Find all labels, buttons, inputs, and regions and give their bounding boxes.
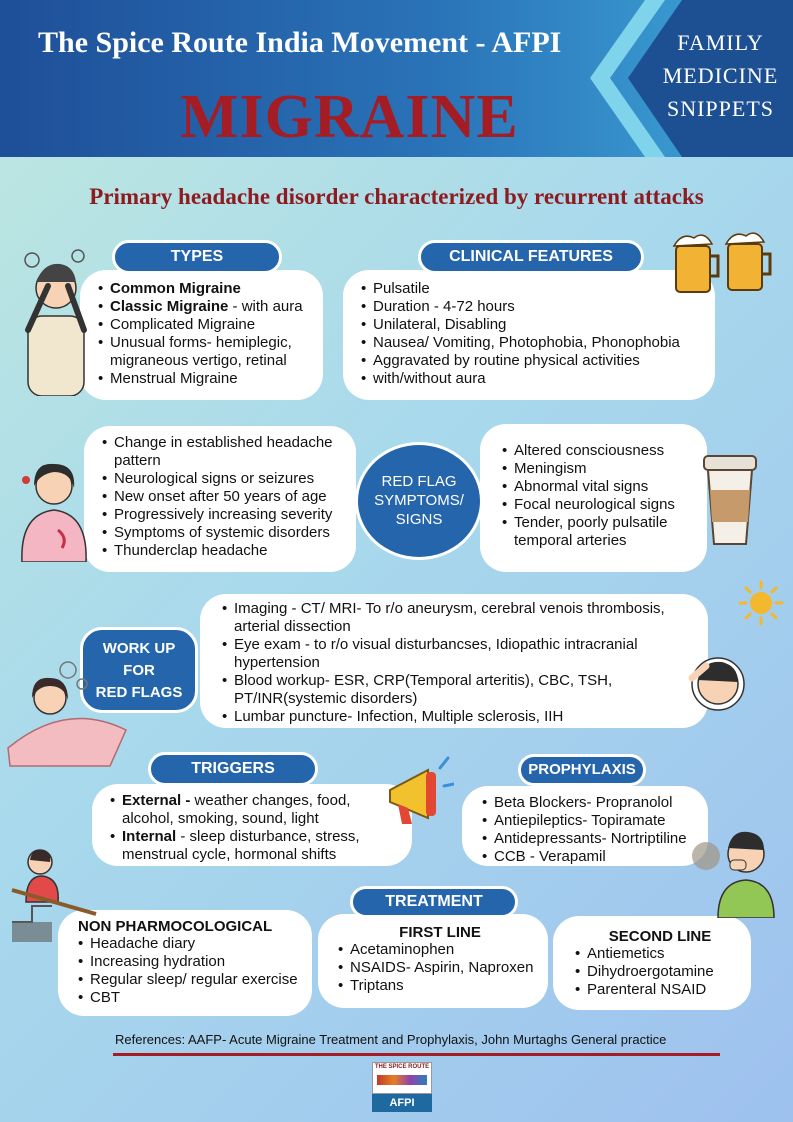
list-item: • Pulsatile	[361, 280, 707, 298]
list-item: • with/without aura	[361, 370, 707, 388]
list-item: • Progressively increasing severity	[102, 506, 350, 524]
header-title: The Spice Route India Movement - AFPI	[38, 26, 562, 59]
red-flag-left-list	[102, 434, 350, 560]
sun-icon	[738, 580, 784, 626]
list-item: • Antidepressants- Nortriptiline	[482, 830, 702, 848]
list-item: • Headache diary	[78, 935, 306, 953]
list-item: • Acetaminophen	[338, 941, 542, 959]
list-item: • Meningism	[502, 460, 701, 478]
first-line-title: FIRST LINE	[399, 924, 481, 941]
red-flag-right-box	[480, 424, 707, 572]
clinical-box	[343, 270, 715, 400]
list-item: • Neurological signs or seizures	[102, 470, 350, 488]
headache-woman-illustration	[14, 452, 94, 562]
list-item: • Lumbar puncture- Infection, Multiple sclerosis, IIH	[222, 708, 702, 726]
subtitle: Primary headache disorder characterized by recurrent attacks	[89, 184, 704, 209]
second-line-list	[575, 945, 745, 999]
list-item: • Duration - 4-72 hours	[361, 298, 707, 316]
main-title: MIGRAINE	[180, 83, 519, 151]
list-item: • Altered consciousness	[502, 442, 701, 460]
types-box	[80, 270, 323, 400]
list-item: • Menstrual Migraine	[98, 370, 315, 388]
lady-pillow-illustration	[6, 650, 132, 768]
afpi-logo: THE SPICE ROUTE AFPI	[372, 1062, 432, 1112]
types-label: TYPES	[112, 240, 282, 274]
list-item: • Antiemetics	[575, 945, 745, 963]
header-banner	[0, 0, 793, 157]
list-item: • Unilateral, Disabling	[361, 316, 707, 334]
workup-box	[200, 594, 708, 728]
triggers-box	[92, 784, 412, 866]
sick-man-illustration	[676, 644, 758, 718]
references: References: AAFP- Acute Migraine Treatment and Prophylaxis, John Murtaghs General practice	[115, 1032, 667, 1047]
list-item: • Blood workup- ESR, CRP(Temporal arteritis), CBC, TSH, PT/INR(systemic disorders)	[222, 672, 702, 708]
list-item: • Imaging - CT/ MRI- To r/o aneurysm, cerebral venois thrombosis, arterial dissection	[222, 600, 702, 636]
workup-list	[222, 600, 702, 726]
list-item: • Nausea/ Vomiting, Photophobia, Phonophobia	[361, 334, 707, 352]
prophylaxis-list	[482, 794, 702, 866]
badge-text: FAMILY MEDICINE SNIPPETS	[662, 30, 779, 121]
second-line-title: SECOND LINE	[608, 928, 712, 945]
list-item: • Thunderclap headache	[102, 542, 350, 560]
list-item: • Beta Blockers- Propranolol	[482, 794, 702, 812]
list-item: • Unusual forms- hemiplegic, migraneous vertigo, retinal	[98, 334, 315, 370]
beer-mugs-icon	[668, 228, 776, 296]
coffee-cup-icon	[698, 450, 762, 548]
list-item: • Symptoms of systemic disorders	[102, 524, 350, 542]
list-item: • External - weather changes, food, alcohol, smoking, sound, light	[110, 792, 406, 828]
first-line-box	[318, 914, 548, 1008]
list-item: • Antiepileptics- Topiramate	[482, 812, 702, 830]
clinical-list	[361, 280, 707, 388]
list-item: • Regular sleep/ regular exercise	[78, 971, 306, 989]
girl-stairs-illustration	[6, 842, 102, 942]
clinical-label: CLINICAL FEATURES	[418, 240, 644, 274]
first-line-list	[338, 941, 542, 995]
prophylaxis-box	[462, 786, 708, 866]
list-item: • Abnormal vital signs	[502, 478, 701, 496]
list-item: • Increasing hydration	[78, 953, 306, 971]
list-item: • NSAIDS- Aspirin, Naproxen	[338, 959, 542, 977]
list-item: • Common Migraine	[98, 280, 315, 298]
non-pharm-list	[78, 935, 306, 1007]
list-item: • Aggravated by routine physical activities	[361, 352, 707, 370]
list-item: • New onset after 50 years of age	[102, 488, 350, 506]
list-item: • Parenteral NSAID	[575, 981, 745, 999]
reference-divider	[113, 1053, 720, 1056]
red-flag-label: RED FLAG SYMPTOMS/ SIGNS	[355, 442, 483, 560]
list-item: • CBT	[78, 989, 306, 1007]
list-item: • Triptans	[338, 977, 542, 995]
workup-label: WORK UP FOR RED FLAGS	[80, 627, 198, 713]
list-item: • Change in established headache pattern	[102, 434, 350, 470]
prophylaxis-label: PROPHYLAXIS	[518, 754, 646, 786]
red-flag-left-box	[84, 426, 356, 572]
headache-man-illustration	[14, 246, 100, 396]
list-item: • Eye exam - to r/o visual disturbancses, Idiopathic intracranial hypertension	[222, 636, 702, 672]
types-list	[98, 280, 315, 388]
list-item: • Dihydroergotamine	[575, 963, 745, 981]
triggers-label: TRIGGERS	[148, 752, 318, 786]
non-pharm-title: NON PHARMOCOLOGICAL	[78, 918, 273, 935]
list-item: • Focal neurological signs	[502, 496, 701, 514]
triggers-list	[110, 792, 406, 864]
list-item: • CCB - Verapamil	[482, 848, 702, 866]
second-line-box	[553, 916, 751, 1010]
list-item: • Tender, poorly pulsatile temporal arteries	[502, 514, 701, 550]
list-item: • Classic Migraine - with aura	[98, 298, 315, 316]
list-item: • Complicated Migraine	[98, 316, 315, 334]
red-flag-right-list	[502, 442, 701, 550]
list-item: • Internal - sleep disturbance, stress, menstrual cycle, hormonal shifts	[110, 828, 406, 864]
treatment-label: TREATMENT	[350, 886, 518, 918]
smoke-man-illustration	[688, 818, 778, 918]
megaphone-icon	[382, 752, 454, 832]
